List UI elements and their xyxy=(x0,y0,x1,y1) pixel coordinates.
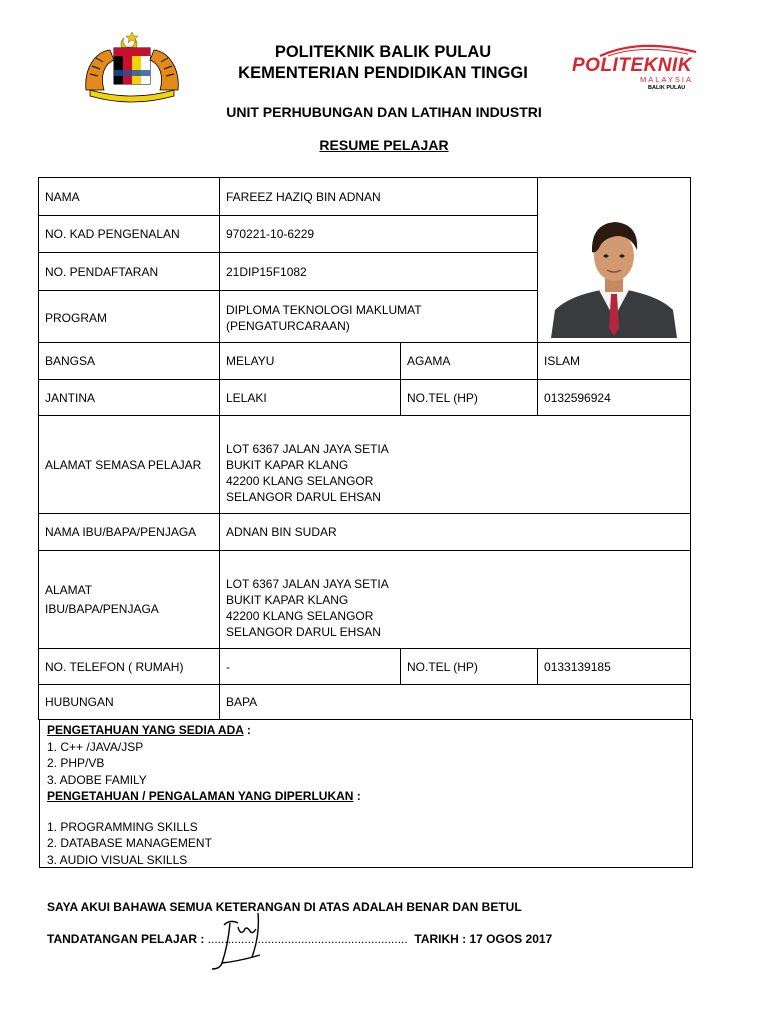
politeknik-logo xyxy=(568,40,708,96)
signature-dots: ............................................................ xyxy=(207,932,408,946)
date-label: TARIKH : xyxy=(414,932,470,946)
guardian-address-label-line: ALAMAT xyxy=(45,583,93,597)
guardian-phone-label: NO.TEL (HP) xyxy=(401,649,538,685)
registration-label: NO. PENDAFTARAN xyxy=(39,253,220,290)
address-line: BUKIT KAPAR KLANG xyxy=(226,457,349,472)
logo-wordmark: POLITEKNIK xyxy=(572,55,693,76)
ic-label: NO. KAD PENGENALAN xyxy=(39,216,220,253)
student-address-label: ALAMAT SEMASA PELAJAR xyxy=(39,416,220,514)
address-line: BUKIT KAPAR KLANG xyxy=(226,592,349,607)
name-value: FAREEZ HAZIQ BIN ADNAN xyxy=(220,178,538,216)
logo-campus: BALIK PULAU xyxy=(648,85,686,91)
heading-colon: : xyxy=(243,723,251,737)
knowledge-section xyxy=(39,719,693,868)
document-title: RESUME PELAJAR xyxy=(319,137,449,153)
name-label: NAMA xyxy=(39,178,220,216)
student-portrait-image xyxy=(539,178,689,338)
race-label: BANGSA xyxy=(39,343,220,380)
handwritten-signature-icon xyxy=(200,905,270,975)
phone-value: 0132596924 xyxy=(538,380,691,416)
date-value: 17 OGOS 2017 xyxy=(469,932,553,946)
home-phone-value: - xyxy=(220,649,401,685)
registration-value: 21DIP15F1082 xyxy=(220,253,538,290)
needed-knowledge-heading: PENGETAHUAN / PENGALAMAN YANG DIPERLUKAN xyxy=(47,789,354,803)
signature-label: TANDATANGAN PELAJAR : xyxy=(47,932,208,946)
existing-knowledge-item: 2. PHP/VB xyxy=(47,756,105,770)
institution-name: POLITEKNIK BALIK PULAU xyxy=(274,43,492,61)
address-line: SELANGOR DARUL EHSAN xyxy=(226,489,381,504)
guardian-phone-value: 0133139185 xyxy=(538,649,691,685)
race-value: MELAYU xyxy=(220,343,401,380)
guardian-name-value: ADNAN BIN SUDAR xyxy=(220,514,691,551)
student-address-value xyxy=(220,416,691,514)
address-line: LOT 6367 JALAN JAYA SETIA xyxy=(226,441,389,456)
guardian-address-value xyxy=(220,551,691,649)
religion-label: AGAMA xyxy=(401,343,538,380)
religion-value: ISLAM xyxy=(538,343,691,380)
existing-knowledge-item: 1. C++ /JAVA/JSP xyxy=(47,739,144,754)
guardian-name-label: NAMA IBU/BAPA/PENJAGA xyxy=(39,514,220,551)
needed-knowledge-item: 3. AUDIO VISUAL SKILLS xyxy=(47,852,188,867)
address-line: SELANGOR DARUL EHSAN xyxy=(226,624,381,639)
student-info-table xyxy=(38,177,691,720)
relationship-value: BAPA xyxy=(220,685,691,720)
heading-colon: : xyxy=(353,789,361,803)
ministry-name: KEMENTERIAN PENDIDIKAN TINGGI xyxy=(238,64,528,82)
guardian-address-label-line: IBU/BAPA/PENJAGA xyxy=(45,602,159,616)
unit-name: UNIT PERHUBUNGAN DAN LATIHAN INDUSTRI xyxy=(226,104,542,120)
gender-label: JANTINA xyxy=(39,380,220,416)
phone-label: NO.TEL (HP) xyxy=(401,380,538,416)
relationship-label: HUBUNGAN xyxy=(39,685,220,720)
gender-value: LELAKI xyxy=(220,380,401,416)
needed-knowledge-item: 1. PROGRAMMING SKILLS xyxy=(47,819,198,834)
program-value xyxy=(220,290,538,342)
logo-country: MALAYSIA xyxy=(640,75,693,84)
address-line: LOT 6367 JALAN JAYA SETIA xyxy=(226,576,389,591)
existing-knowledge-item: 3. ADOBE FAMILY xyxy=(47,772,147,787)
program-line: DIPLOMA TEKNOLOGI MAKLUMAT xyxy=(226,303,422,318)
home-phone-label: NO. TELEFON ( RUMAH) xyxy=(39,649,220,685)
student-photo xyxy=(538,178,691,343)
address-line: 42200 KLANG SELANGOR xyxy=(226,473,374,488)
jata-negara-crest-icon xyxy=(80,30,184,104)
signature-line xyxy=(47,932,552,946)
program-label: PROGRAM xyxy=(39,290,220,342)
address-line: 42200 KLANG SELANGOR xyxy=(226,608,374,623)
ic-value: 970221-10-6229 xyxy=(220,216,538,253)
declaration-statement: SAYA AKUI BAHAWA SEMUA KETERANGAN DI ATAS ADALAH BENAR DAN BETUL xyxy=(47,900,522,914)
existing-knowledge-heading: PENGETAHUAN YANG SEDIA ADA xyxy=(47,723,244,737)
needed-knowledge-item: 2. DATABASE MANAGEMENT xyxy=(47,836,212,850)
guardian-address-label xyxy=(39,551,220,649)
program-line: (PENGATURCARAAN) xyxy=(226,319,350,334)
